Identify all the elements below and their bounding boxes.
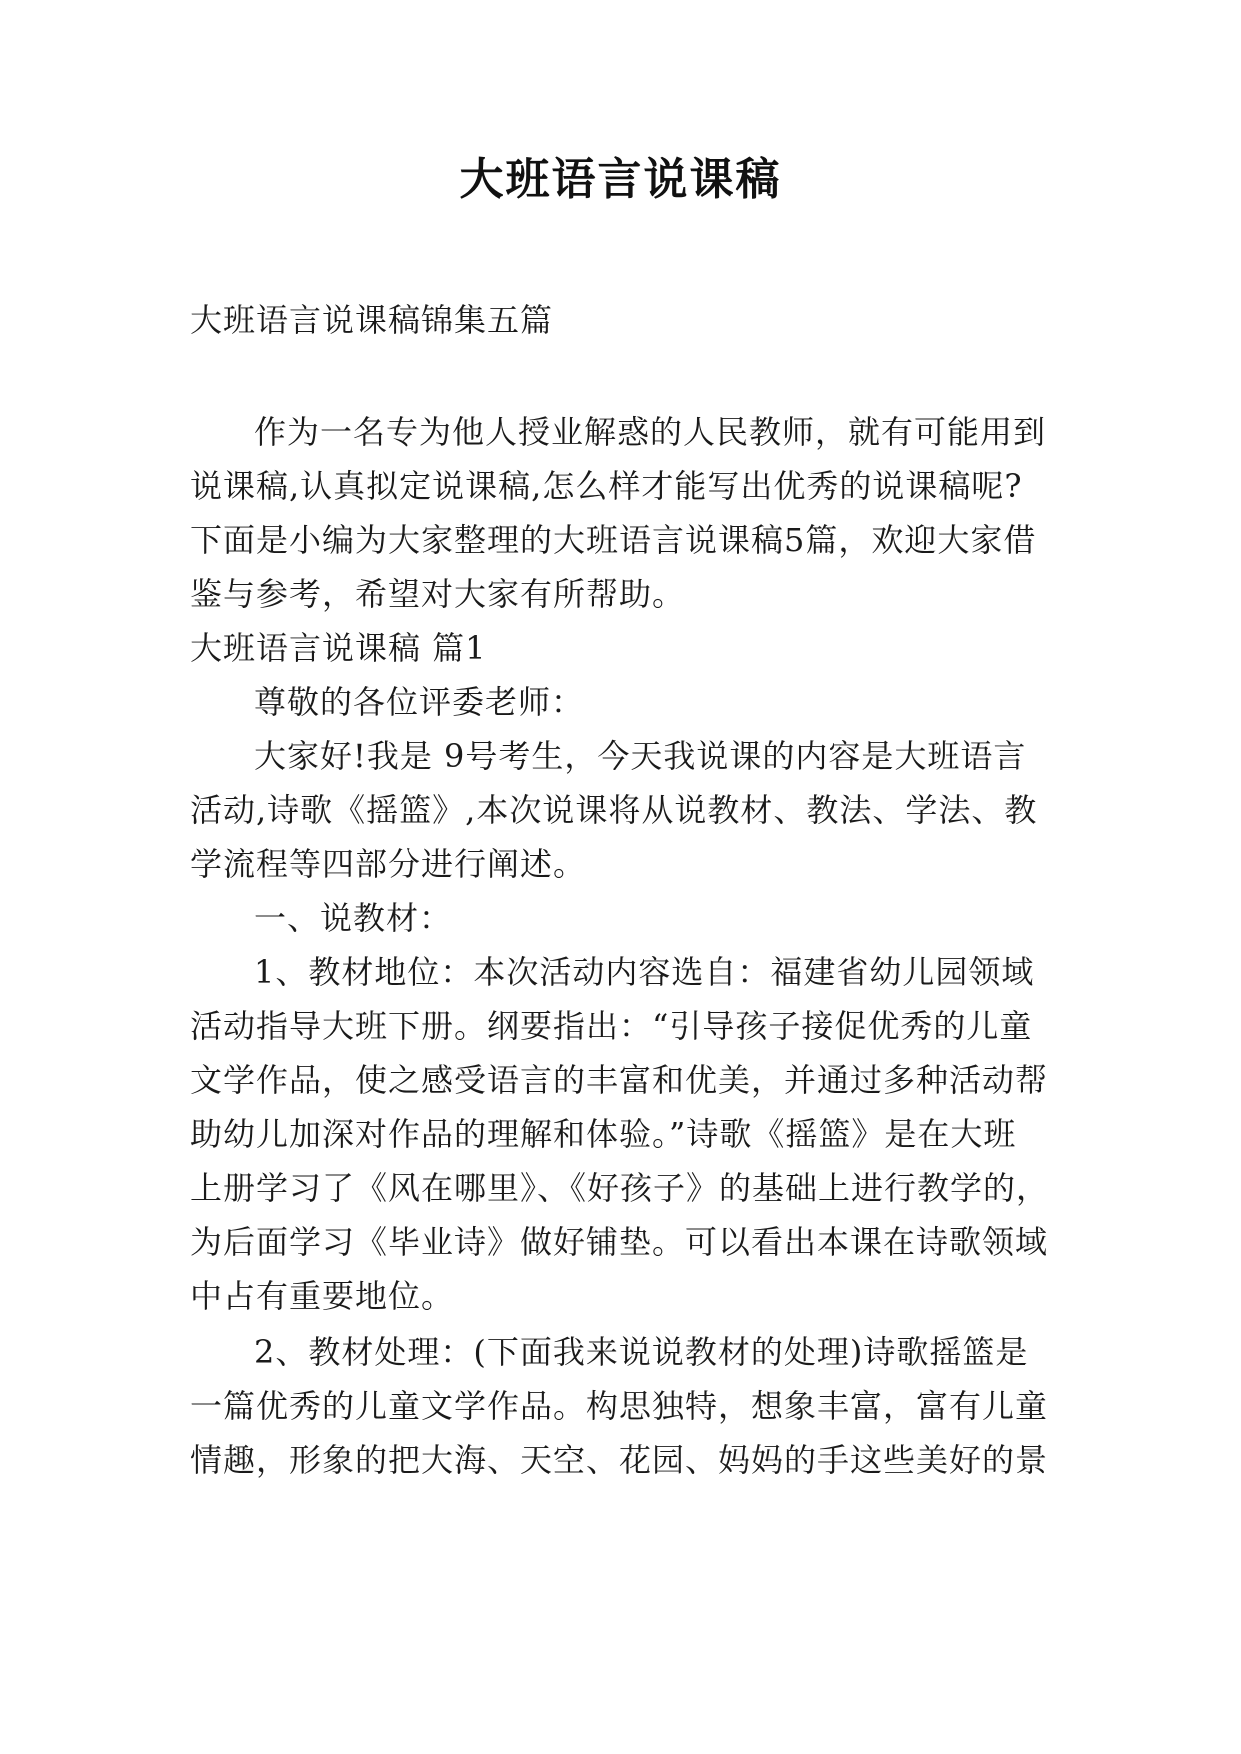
paragraph-line: 为后面学习《毕业诗》做好铺垫。可以看出本课在诗歌领域 bbox=[190, 1223, 1049, 1261]
paragraph-line: 大家好!我是 9号考生，今天我说课的内容是大班语言 bbox=[254, 737, 1027, 775]
paragraph-line: 一篇优秀的儿童文学作品。构思独特，想象丰富，富有儿童 bbox=[190, 1387, 1049, 1425]
paragraph-line: 助幼儿加深对作品的理解和体验。”诗歌《摇篮》是在大班 bbox=[190, 1115, 1017, 1153]
paragraph-line: 上册学习了《风在哪里》、《好孩子》的基础上进行教学的， bbox=[190, 1169, 1050, 1207]
paragraph-line: 情趣，形象的把大海、天空、花园、妈妈的手这些美好的景 bbox=[190, 1441, 1049, 1479]
paragraph-line: 说课稿,认真拟定说课稿,怎么样才能写出优秀的说课稿呢? bbox=[190, 467, 1023, 505]
paragraph-line: 2、教材处理：(下面我来说说教材的处理)诗歌摇篮是 bbox=[254, 1333, 1029, 1371]
section-heading: 大班语言说课稿 篇1 bbox=[190, 629, 487, 667]
paragraph-line: 学流程等四部分进行阐述。 bbox=[190, 845, 587, 883]
paragraph-line: 活动指导大班下册。纲要指出：“引导孩子接促优秀的儿童 bbox=[190, 1007, 1033, 1045]
paragraph-line: 作为一名专为他人授业解惑的人民教师，就有可能用到 bbox=[254, 413, 1047, 451]
paragraph-line: 中占有重要地位。 bbox=[190, 1277, 455, 1315]
paragraph-line: 尊敬的各位评委老师： bbox=[254, 683, 585, 721]
paragraph-line: 下面是小编为大家整理的大班语言说课稿5篇，欢迎大家借 bbox=[190, 521, 1037, 559]
document-title: 大班语言说课稿 bbox=[459, 154, 782, 205]
document-subtitle: 大班语言说课稿锦集五篇 bbox=[190, 301, 554, 339]
paragraph-line: 鉴与参考，希望对大家有所帮助。 bbox=[190, 575, 686, 613]
paragraph-line: 1、教材地位：本次活动内容选自：福建省幼儿园领域 bbox=[254, 953, 1035, 991]
paragraph-line: 文学作品，使之感受语言的丰富和优美，并通过多种活动帮 bbox=[190, 1061, 1049, 1099]
paragraph-line: 活动,诗歌《摇篮》,本次说课将从说教材、教法、学法、教 bbox=[190, 791, 1038, 829]
subsection-heading: 一、说教材： bbox=[254, 899, 453, 937]
